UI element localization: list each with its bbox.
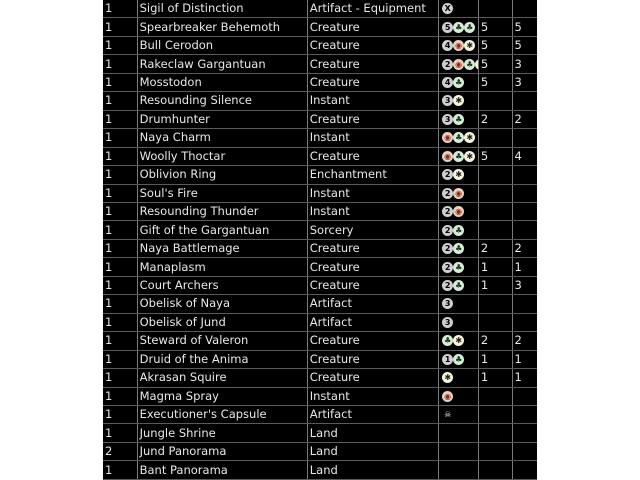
card-type: Instant bbox=[307, 202, 438, 220]
mana-cost bbox=[439, 239, 479, 257]
card-name: Rakeclaw Gargantuan bbox=[137, 55, 307, 73]
red-mana-icon: ◉ bbox=[453, 59, 464, 70]
mana-cost bbox=[439, 221, 479, 239]
mana-cost bbox=[439, 258, 479, 276]
card-toughness: 2 bbox=[512, 332, 537, 350]
white-mana-icon: ✱ bbox=[464, 132, 475, 143]
card-quantity: 1 bbox=[103, 184, 137, 202]
card-power bbox=[478, 0, 512, 18]
green-mana-icon: ♣ bbox=[455, 151, 463, 161]
card-power bbox=[478, 221, 512, 239]
card-power bbox=[478, 184, 512, 202]
generic-mana-icon: 3 bbox=[442, 298, 453, 309]
card-quantity: 1 bbox=[103, 369, 137, 387]
card-name: Manaplasm bbox=[137, 258, 307, 276]
generic-mana-icon: 2 bbox=[442, 262, 453, 273]
card-name: Jund Panorama bbox=[137, 442, 307, 460]
mana-cost bbox=[439, 18, 479, 36]
card-name: Resounding Thunder bbox=[137, 202, 307, 220]
red-mana-icon: ◉ bbox=[442, 132, 453, 143]
card-type: Artifact bbox=[307, 405, 438, 423]
decklist-body bbox=[103, 0, 537, 480]
card-type: Instant bbox=[307, 92, 438, 110]
card-power bbox=[478, 387, 512, 405]
card-name: Sigil of Distinction bbox=[137, 0, 307, 18]
green-mana-icon: ♣ bbox=[444, 336, 452, 346]
card-quantity: 1 bbox=[103, 258, 137, 276]
table-row[interactable] bbox=[103, 18, 537, 36]
card-quantity: 1 bbox=[103, 405, 137, 423]
red-mana-icon: ◉ bbox=[453, 40, 464, 51]
table-row[interactable] bbox=[103, 350, 537, 368]
card-power: 5 bbox=[478, 147, 512, 165]
green-mana-icon: ♣ bbox=[455, 244, 463, 254]
white-mana-icon: ✱ bbox=[453, 95, 464, 106]
generic-mana-icon: 2 bbox=[442, 225, 453, 236]
card-toughness: 3 bbox=[512, 73, 537, 91]
card-power: 2 bbox=[478, 332, 512, 350]
table-row[interactable] bbox=[103, 461, 537, 480]
card-toughness bbox=[512, 221, 537, 239]
card-name: Magma Spray bbox=[137, 387, 307, 405]
card-name: Resounding Silence bbox=[137, 92, 307, 110]
card-name: Jungle Shrine bbox=[137, 424, 307, 442]
card-toughness bbox=[512, 387, 537, 405]
card-type: Artifact bbox=[307, 313, 438, 331]
card-type: Land bbox=[307, 424, 438, 442]
card-name: Executioner's Capsule bbox=[137, 405, 307, 423]
card-type: Creature bbox=[307, 258, 438, 276]
card-name: Bull Cerodon bbox=[137, 36, 307, 54]
card-quantity: 1 bbox=[103, 295, 137, 313]
card-name: Naya Charm bbox=[137, 129, 307, 147]
card-quantity: 1 bbox=[103, 55, 137, 73]
card-toughness bbox=[512, 442, 537, 460]
table-row[interactable] bbox=[103, 55, 537, 73]
mana-cost bbox=[439, 92, 479, 110]
card-name: Soul's Fire bbox=[137, 184, 307, 202]
green-mana-icon: ♣ bbox=[455, 225, 463, 235]
card-quantity: 1 bbox=[103, 166, 137, 184]
card-power bbox=[478, 313, 512, 331]
generic-mana-icon: 2 bbox=[442, 169, 453, 180]
card-toughness bbox=[512, 92, 537, 110]
mana-cost bbox=[439, 295, 479, 313]
table-row[interactable] bbox=[103, 73, 537, 91]
generic-mana-icon: 2 bbox=[442, 243, 453, 254]
table-row[interactable] bbox=[103, 221, 537, 239]
generic-mana-icon: 2 bbox=[442, 280, 453, 291]
card-toughness bbox=[512, 184, 537, 202]
card-power: 2 bbox=[478, 110, 512, 128]
card-power: 2 bbox=[478, 239, 512, 257]
card-name: Woolly Thoctar bbox=[137, 147, 307, 165]
card-type: Creature bbox=[307, 369, 438, 387]
card-name: Naya Battlemage bbox=[137, 239, 307, 257]
black-mana-icon: ☠ bbox=[444, 410, 452, 420]
white-mana-icon: ✱ bbox=[464, 151, 475, 162]
card-type: Creature bbox=[307, 332, 438, 350]
card-name: Mosstodon bbox=[137, 73, 307, 91]
card-quantity: 1 bbox=[103, 73, 137, 91]
card-type: Enchantment bbox=[307, 166, 438, 184]
red-mana-icon: ◉ bbox=[453, 206, 464, 217]
card-quantity: 1 bbox=[103, 313, 137, 331]
card-type: Creature bbox=[307, 36, 438, 54]
red-mana-icon: ◉ bbox=[453, 188, 464, 199]
card-power: 1 bbox=[478, 350, 512, 368]
card-toughness: 3 bbox=[512, 55, 537, 73]
green-mana-icon: ♣ bbox=[455, 22, 463, 32]
card-power bbox=[478, 92, 512, 110]
mana-cost bbox=[439, 202, 479, 220]
green-mana-icon: ♣ bbox=[455, 262, 463, 272]
card-toughness: 1 bbox=[512, 369, 537, 387]
card-quantity: 1 bbox=[103, 129, 137, 147]
card-toughness bbox=[512, 295, 537, 313]
decklist-table bbox=[103, 0, 537, 480]
mana-cost bbox=[439, 166, 479, 184]
mana-cost bbox=[439, 0, 479, 18]
card-type: Creature bbox=[307, 18, 438, 36]
mana-cost bbox=[439, 442, 479, 460]
card-toughness bbox=[512, 0, 537, 18]
card-toughness: 1 bbox=[512, 350, 537, 368]
card-toughness bbox=[512, 202, 537, 220]
card-type: Creature bbox=[307, 239, 438, 257]
card-quantity: 1 bbox=[103, 424, 137, 442]
card-type: Creature bbox=[307, 55, 438, 73]
card-quantity: 1 bbox=[103, 350, 137, 368]
card-type: Creature bbox=[307, 147, 438, 165]
x-mana-icon: X bbox=[442, 3, 453, 14]
mana-cost bbox=[439, 55, 479, 73]
green-mana-icon: ♣ bbox=[455, 133, 463, 143]
card-type: Land bbox=[307, 442, 438, 460]
generic-mana-icon: 1 bbox=[442, 354, 453, 365]
card-power bbox=[478, 442, 512, 460]
green-mana-icon: ♣ bbox=[466, 59, 474, 69]
card-quantity: 1 bbox=[103, 0, 137, 18]
red-mana-icon: ◉ bbox=[442, 151, 453, 162]
red-mana-icon: ◉ bbox=[442, 391, 453, 402]
card-type: Creature bbox=[307, 276, 438, 294]
table-row[interactable] bbox=[103, 295, 537, 313]
green-mana-icon: ♣ bbox=[455, 281, 463, 291]
mana-cost bbox=[439, 405, 479, 423]
green-mana-icon: ♣ bbox=[455, 114, 463, 124]
table-row[interactable] bbox=[103, 0, 537, 18]
mana-cost bbox=[439, 184, 479, 202]
card-power: 1 bbox=[478, 276, 512, 294]
card-power bbox=[478, 424, 512, 442]
white-mana-icon: ✱ bbox=[453, 335, 464, 346]
card-quantity: 1 bbox=[103, 202, 137, 220]
generic-mana-icon: 4 bbox=[442, 77, 453, 88]
card-type: Creature bbox=[307, 110, 438, 128]
green-mana-icon: ♣ bbox=[466, 22, 474, 32]
card-type: Artifact - Equipment bbox=[307, 0, 438, 18]
card-toughness: 5 bbox=[512, 18, 537, 36]
card-name: Steward of Valeron bbox=[137, 332, 307, 350]
card-quantity: 1 bbox=[103, 36, 137, 54]
generic-mana-icon: 3 bbox=[442, 95, 453, 106]
table-row[interactable] bbox=[103, 424, 537, 442]
card-name: Oblivion Ring bbox=[137, 166, 307, 184]
card-name: Druid of the Anima bbox=[137, 350, 307, 368]
card-toughness: 4 bbox=[512, 147, 537, 165]
card-toughness bbox=[512, 461, 537, 480]
card-quantity: 1 bbox=[103, 332, 137, 350]
generic-mana-icon: 2 bbox=[442, 188, 453, 199]
card-quantity: 1 bbox=[103, 461, 137, 480]
card-toughness: 5 bbox=[512, 36, 537, 54]
mana-cost bbox=[439, 387, 479, 405]
card-name: Obelisk of Naya bbox=[137, 295, 307, 313]
table-row[interactable] bbox=[103, 166, 537, 184]
table-row[interactable] bbox=[103, 147, 537, 165]
card-power: 5 bbox=[478, 36, 512, 54]
mana-cost bbox=[439, 276, 479, 294]
card-power bbox=[478, 461, 512, 480]
card-name: Akrasan Squire bbox=[137, 369, 307, 387]
generic-mana-icon: 3 bbox=[442, 317, 453, 328]
generic-mana-icon: 4 bbox=[442, 40, 453, 51]
card-power: 5 bbox=[478, 55, 512, 73]
table-row[interactable] bbox=[103, 276, 537, 294]
card-toughness bbox=[512, 166, 537, 184]
card-power: 1 bbox=[478, 369, 512, 387]
table-row[interactable] bbox=[103, 369, 537, 387]
table-row[interactable] bbox=[103, 36, 537, 54]
card-type: Land bbox=[307, 461, 438, 480]
card-quantity: 1 bbox=[103, 110, 137, 128]
mana-cost bbox=[439, 332, 479, 350]
card-type: Instant bbox=[307, 184, 438, 202]
table-row[interactable] bbox=[103, 332, 537, 350]
card-power: 5 bbox=[478, 73, 512, 91]
card-type: Instant bbox=[307, 129, 438, 147]
card-power bbox=[478, 295, 512, 313]
generic-mana-icon: 3 bbox=[442, 114, 453, 125]
table-row[interactable] bbox=[103, 387, 537, 405]
card-quantity: 1 bbox=[103, 92, 137, 110]
green-mana-icon: ♣ bbox=[455, 78, 463, 88]
card-type: Creature bbox=[307, 73, 438, 91]
card-power: 5 bbox=[478, 18, 512, 36]
mana-cost bbox=[439, 110, 479, 128]
white-mana-icon: ✱ bbox=[453, 169, 464, 180]
card-power bbox=[478, 166, 512, 184]
table-row[interactable] bbox=[103, 258, 537, 276]
generic-mana-icon: 2 bbox=[442, 206, 453, 217]
card-toughness: 2 bbox=[512, 239, 537, 257]
table-row[interactable] bbox=[103, 92, 537, 110]
card-toughness bbox=[512, 405, 537, 423]
card-name: Obelisk of Jund bbox=[137, 313, 307, 331]
card-toughness: 3 bbox=[512, 276, 537, 294]
card-toughness bbox=[512, 424, 537, 442]
mana-cost bbox=[439, 369, 479, 387]
card-quantity: 2 bbox=[103, 442, 137, 460]
card-type: Artifact bbox=[307, 295, 438, 313]
table-row[interactable] bbox=[103, 202, 537, 220]
generic-mana-icon: 5 bbox=[442, 22, 453, 33]
card-name: Court Archers bbox=[137, 276, 307, 294]
card-quantity: 1 bbox=[103, 147, 137, 165]
generic-mana-icon: 2 bbox=[442, 59, 453, 70]
card-type: Sorcery bbox=[307, 221, 438, 239]
card-quantity: 1 bbox=[103, 221, 137, 239]
card-toughness bbox=[512, 129, 537, 147]
table-row[interactable] bbox=[103, 184, 537, 202]
mana-cost bbox=[439, 313, 479, 331]
card-name: Gift of the Gargantuan bbox=[137, 221, 307, 239]
mana-cost bbox=[439, 461, 479, 480]
mana-cost bbox=[439, 36, 479, 54]
card-name: Drumhunter bbox=[137, 110, 307, 128]
white-mana-icon: ✱ bbox=[464, 40, 475, 51]
green-mana-icon: ♣ bbox=[455, 354, 463, 364]
mana-cost bbox=[439, 147, 479, 165]
table-row[interactable] bbox=[103, 129, 537, 147]
card-type: Instant bbox=[307, 387, 438, 405]
card-quantity: 1 bbox=[103, 239, 137, 257]
card-quantity: 1 bbox=[103, 276, 137, 294]
table-row[interactable] bbox=[103, 405, 537, 423]
card-power bbox=[478, 405, 512, 423]
card-power: 1 bbox=[478, 258, 512, 276]
card-name: Bant Panorama bbox=[137, 461, 307, 480]
card-type: Creature bbox=[307, 350, 438, 368]
card-toughness bbox=[512, 313, 537, 331]
card-name: Spearbreaker Behemoth bbox=[137, 18, 307, 36]
mana-cost bbox=[439, 424, 479, 442]
card-quantity: 1 bbox=[103, 18, 137, 36]
table-row[interactable] bbox=[103, 442, 537, 460]
card-toughness: 1 bbox=[512, 258, 537, 276]
table-row[interactable] bbox=[103, 313, 537, 331]
mana-cost bbox=[439, 129, 479, 147]
card-toughness: 2 bbox=[512, 110, 537, 128]
table-row[interactable] bbox=[103, 239, 537, 257]
table-row[interactable] bbox=[103, 110, 537, 128]
mana-cost bbox=[439, 73, 479, 91]
card-power bbox=[478, 202, 512, 220]
mana-cost bbox=[439, 350, 479, 368]
card-power bbox=[478, 129, 512, 147]
card-quantity: 1 bbox=[103, 387, 137, 405]
white-mana-icon: ✱ bbox=[442, 372, 453, 383]
